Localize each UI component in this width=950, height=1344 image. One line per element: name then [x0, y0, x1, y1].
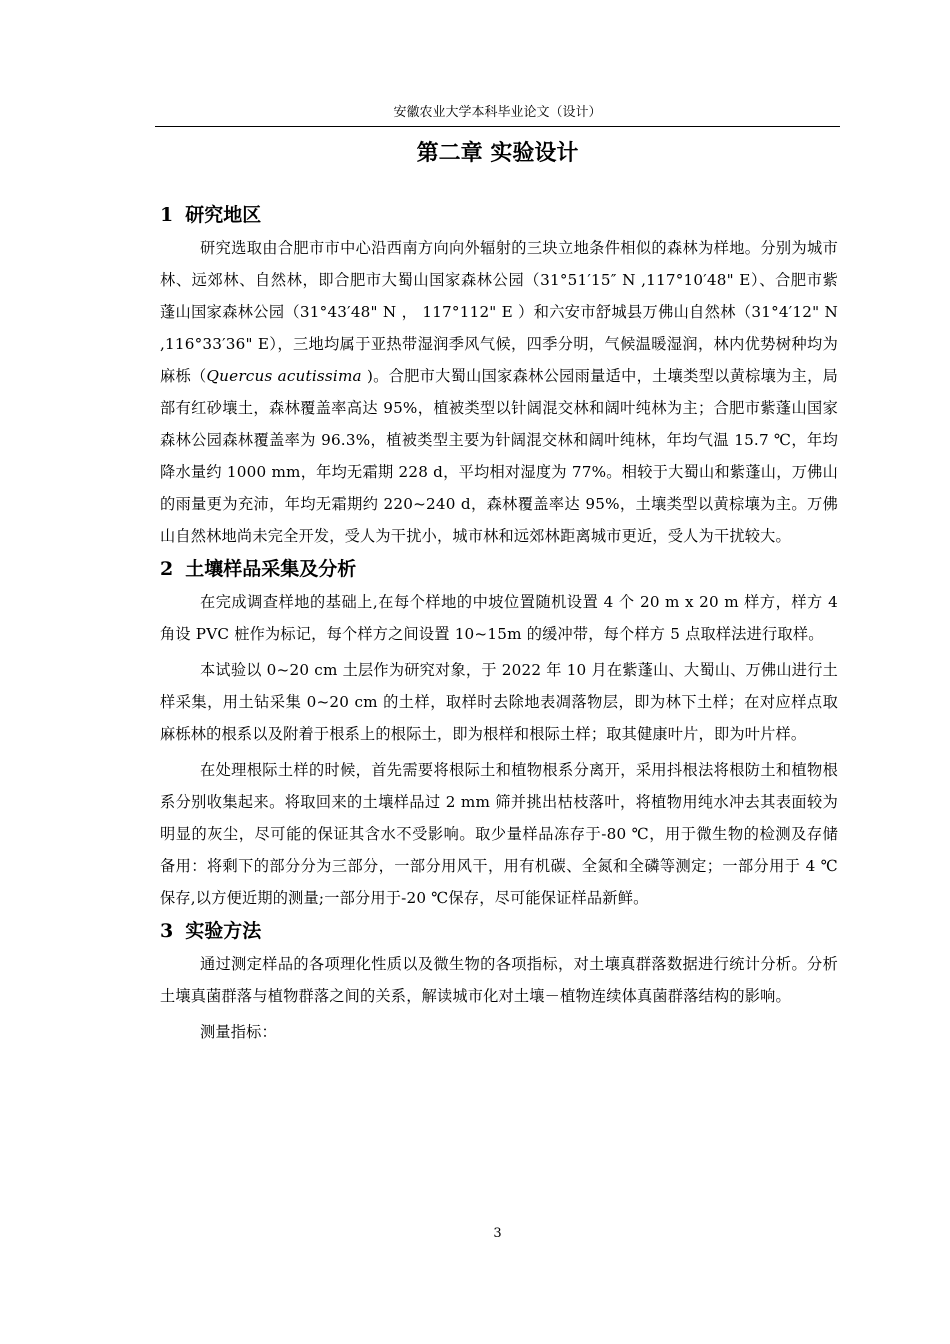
paragraph: 本试验以 0~20 cm 土层作为研究对象，于 2022 年 10 月在紫蓬山、大蜀山、万佛山进行土样采集，用土钻采集 0~20 cm 的土样，取样时去除地表凋落物层，即为林下土样；在对应样点取麻栎林的根系以及附着于根系上的根际土，即为根样和根际土样；取其健康叶片，即为叶片样。	[160, 661, 838, 743]
chapter-title: 第二章 实验设计	[416, 140, 579, 166]
paragraph-text: 研究选取由合肥市市中心沿西南方向向外辐射的三块立地条件相似的森林为样地。分别为城市林、远郊林、自然林，即合肥市大蜀山国家森林公园（31°51′15″ N ,117°10′48" E）、合肥市紫蓬山国家森林公园（31°43′48" N ， 117°112" E ）和六安市舒城县万佛山自然林（31°4′12" N ,116°33′36" E），三地均属于亚热带湿润季风气候，四季分明，气候温暖湿润，林内优势树种均为麻栎（	[160, 239, 838, 385]
section-number: 2	[160, 558, 174, 580]
species-name: Quercus acutissima	[206, 367, 362, 385]
section-number: 3	[160, 920, 174, 942]
section-title: 土壤样品采集及分析	[185, 558, 357, 580]
document-body	[160, 198, 838, 1048]
paragraph: 通过测定样品的各项理化性质以及微生物的各项指标，对土壤真群落数据进行统计分析。分析土壤真菌群落与植物群落之间的关系，解读城市化对土壤－植物连续体真菌群落结构的影响。	[160, 955, 838, 1005]
paragraph: 在处理根际土样的时候，首先需要将根际土和植物根系分离开，采用抖根法将根防土和植物根系分别收集起来。将取回来的土壤样品过 2 mm 筛并挑出枯枝落叶，将植物用纯水冲去其表面较为明显的灰尘，尽可能的保证其含水不受影响。取少量样品冻存于-80 ℃，用于微生物的检测及存储备用：将剩下的部分分为三部分，一部分用风干，用有机碳、全氮和全磷等测定；一部分用于 4 ℃保存,以方便近期的测量;一部分用于-20 ℃保存，尽可能保证样品新鲜。	[160, 761, 838, 907]
section-heading	[160, 914, 838, 948]
section-title: 实验方法	[185, 920, 262, 942]
paragraph-text: )。合肥市大蜀山国家森林公园雨量适中，土壤类型以黄棕壤为主，局部有红砂壤土，森林覆盖率高达 95%，植被类型以针阔混交林和阔叶纯林为主；合肥市紫蓬山国家森林公园森林覆盖率为 96.3%，植被类型主要为针阔混交林和阔叶纯林，年均气温 15.7 ℃，年均降水量约 1000 mm，年均无霜期 228 d，平均相对湿度为 77%。相较于大蜀山和紫蓬山，万佛山的雨量更为充沛，年均无霜期约 220~240 d，森林覆盖率达 95%，土壤类型以黄棕壤为主。万佛山自然林地尚未完全开发，受人为干扰小，城市林和远郊林距离城市更近，受人为干扰较大。	[160, 367, 838, 545]
running-header: 安徽农业大学本科毕业论文（设计）	[393, 105, 602, 120]
paragraph: 在完成调查样地的基础上,在每个样地的中坡位置随机设置 4 个 20 m x 20 m 样方，样方 4 角设 PVC 桩作为标记，每个样方之间设置 10~15m 的缓冲带，每个样方 5 点取样法进行取样。	[160, 593, 838, 643]
paragraph	[160, 232, 838, 552]
paragraph: 测量指标：	[200, 1023, 277, 1041]
section-number: 1	[160, 204, 174, 226]
section-heading	[160, 198, 838, 232]
header-rule	[155, 126, 840, 127]
page-number: 3	[493, 1226, 502, 1241]
section-title: 研究地区	[185, 204, 262, 226]
section-heading	[160, 552, 838, 586]
